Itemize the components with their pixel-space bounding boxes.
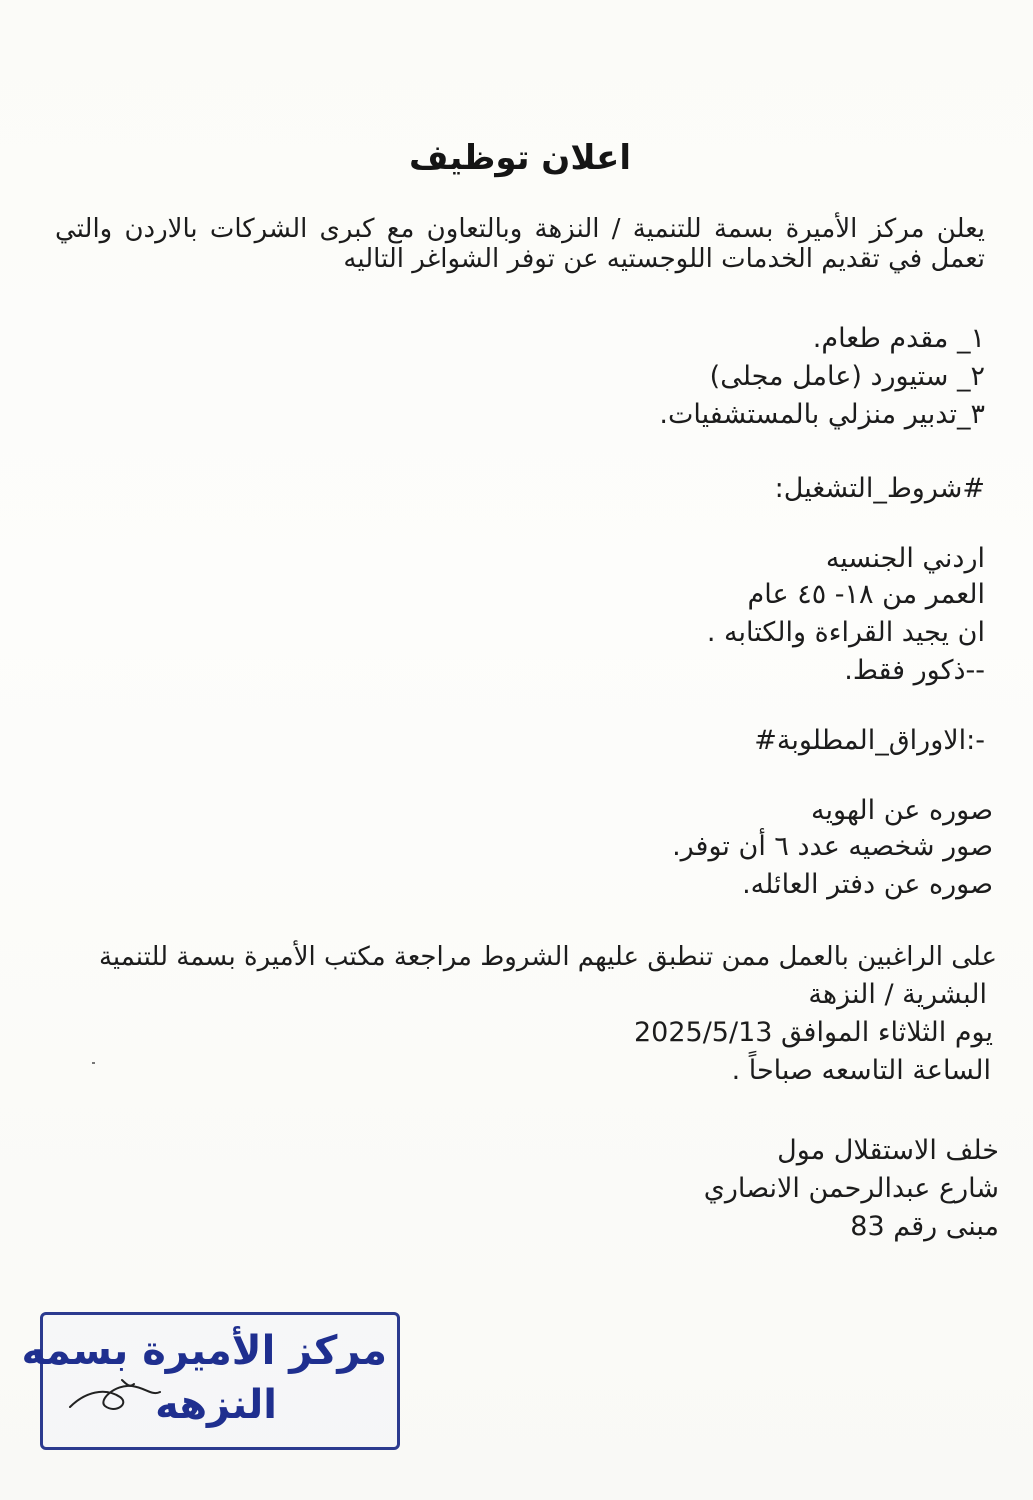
job-item-2: ٢_ ستيورد (عامل مجلى) bbox=[709, 361, 985, 392]
condition-item-1: اردني الجنسيه bbox=[825, 543, 985, 574]
stamp-line-1: مركز الأميرة بسمه bbox=[21, 1328, 387, 1374]
review-line-1: على الراغبين بالعمل ممن تنطبق عليهم الشروط مراجعة مكتب الأميرة بسمة للتنمية bbox=[98, 942, 997, 972]
document-item-1: صوره عن الهويه bbox=[811, 795, 993, 826]
time-line: الساعة التاسعه صباحاً . bbox=[731, 1055, 991, 1086]
address-line-3: مبنى رقم 83 bbox=[850, 1211, 999, 1242]
address-line-1: خلف الاستقلال مول bbox=[777, 1135, 999, 1166]
job-item-3: ٣_تدبير منزلي بالمستشفيات. bbox=[659, 399, 985, 430]
signature-scribble bbox=[60, 1362, 170, 1422]
intro-paragraph: يعلن مركز الأميرة بسمة للتنمية / النزهة وبالتعاون مع كبرى الشركات بالاردن والتي تعمل في تقديم الخدمات اللوجستيه عن توفر الشواغر التاليه bbox=[55, 214, 985, 274]
address-line-2: شارع عبدالرحمن الانصاري bbox=[703, 1173, 999, 1204]
scan-speck bbox=[92, 1062, 95, 1064]
condition-item-3: ان يجيد القراءة والكتابه . bbox=[706, 617, 985, 648]
stamp-line-2: النزهه bbox=[155, 1382, 277, 1428]
document-item-2: صور شخصيه عدد ٦ أن توفر. bbox=[672, 831, 993, 862]
review-line-2: البشرية / النزهة bbox=[808, 979, 987, 1010]
condition-item-2: العمر من ١٨- ٤٥ عام bbox=[747, 579, 985, 610]
conditions-heading: #شروط_التشغيل: bbox=[774, 473, 985, 504]
condition-item-4: --ذكور فقط. bbox=[844, 655, 985, 686]
page-title: اعلان توظيف bbox=[408, 138, 632, 178]
document-item-3: صوره عن دفتر العائله. bbox=[742, 869, 993, 900]
date-line: يوم الثلاثاء الموافق 2025/5/13 bbox=[633, 1017, 993, 1048]
job-item-1: ١_ مقدم طعام. bbox=[812, 323, 985, 354]
documents-heading: -:الاوراق_المطلوبة# bbox=[754, 725, 985, 756]
